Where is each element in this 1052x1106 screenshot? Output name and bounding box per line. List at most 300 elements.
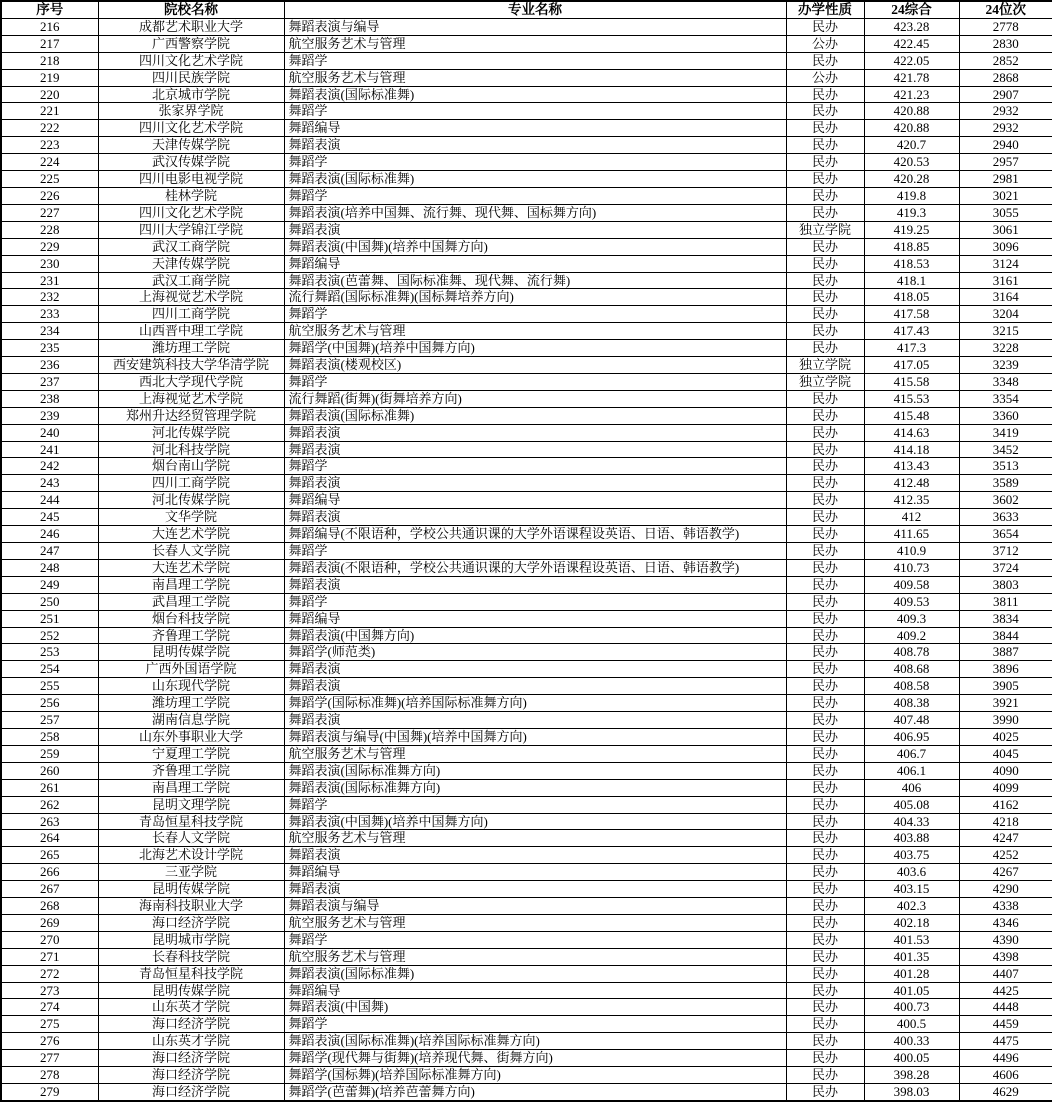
composite-score-cell: 407.48 xyxy=(864,712,959,729)
composite-score-cell: 408.68 xyxy=(864,661,959,678)
major-name-cell: 舞蹈编导 xyxy=(284,982,786,999)
major-name-cell: 舞蹈表演(芭蕾舞、国际标准舞、现代舞、流行舞) xyxy=(284,272,786,289)
row-index-cell: 264 xyxy=(1,830,98,847)
major-name-cell: 舞蹈学(现代舞与街舞)(培养现代舞、街舞方向) xyxy=(284,1050,786,1067)
composite-score-cell: 403.15 xyxy=(864,881,959,898)
rank-cell: 3360 xyxy=(959,407,1052,424)
school-name-cell: 烟台南山学院 xyxy=(98,458,284,475)
row-index-cell: 270 xyxy=(1,931,98,948)
row-index-cell: 216 xyxy=(1,18,98,35)
rank-cell: 4475 xyxy=(959,1033,1052,1050)
major-name-cell: 舞蹈学 xyxy=(284,103,786,120)
school-name-cell: 上海视觉艺术学院 xyxy=(98,390,284,407)
school-name-cell: 武汉传媒学院 xyxy=(98,154,284,171)
school-type-cell: 民办 xyxy=(786,661,864,678)
composite-score-cell: 403.6 xyxy=(864,864,959,881)
composite-score-cell: 417.3 xyxy=(864,340,959,357)
composite-score-cell: 419.3 xyxy=(864,204,959,221)
composite-score-cell: 403.75 xyxy=(864,847,959,864)
school-type-cell: 民办 xyxy=(786,1016,864,1033)
school-name-cell: 南昌理工学院 xyxy=(98,779,284,796)
table-row xyxy=(1,695,1052,712)
school-name-cell: 四川电影电视学院 xyxy=(98,171,284,188)
table-row xyxy=(1,526,1052,543)
major-name-cell: 舞蹈表演与编导 xyxy=(284,898,786,915)
school-name-cell: 青岛恒星科技学院 xyxy=(98,813,284,830)
rank-cell: 4346 xyxy=(959,914,1052,931)
row-index-cell: 265 xyxy=(1,847,98,864)
table-row xyxy=(1,948,1052,965)
table-row xyxy=(1,475,1052,492)
row-index-cell: 221 xyxy=(1,103,98,120)
composite-score-cell: 410.9 xyxy=(864,543,959,560)
school-name-cell: 长春科技学院 xyxy=(98,948,284,965)
rank-cell: 3055 xyxy=(959,204,1052,221)
row-index-cell: 235 xyxy=(1,340,98,357)
row-index-cell: 242 xyxy=(1,458,98,475)
rank-cell: 3844 xyxy=(959,627,1052,644)
school-name-cell: 三亚学院 xyxy=(98,864,284,881)
major-name-cell: 舞蹈表演(国际标准舞) xyxy=(284,86,786,103)
table-row xyxy=(1,712,1052,729)
composite-score-cell: 402.3 xyxy=(864,898,959,915)
composite-score-cell: 401.28 xyxy=(864,965,959,982)
table-row xyxy=(1,238,1052,255)
composite-score-cell: 423.28 xyxy=(864,18,959,35)
school-name-cell: 昆明传媒学院 xyxy=(98,644,284,661)
major-name-cell: 舞蹈学 xyxy=(284,593,786,610)
row-index-cell: 234 xyxy=(1,323,98,340)
school-type-cell: 民办 xyxy=(786,255,864,272)
rank-cell: 4252 xyxy=(959,847,1052,864)
table-row xyxy=(1,357,1052,374)
row-index-cell: 217 xyxy=(1,35,98,52)
major-name-cell: 舞蹈表演 xyxy=(284,424,786,441)
rank-cell: 3096 xyxy=(959,238,1052,255)
major-name-cell: 舞蹈学 xyxy=(284,458,786,475)
composite-score-cell: 420.7 xyxy=(864,137,959,154)
school-type-cell: 民办 xyxy=(786,864,864,881)
table-row xyxy=(1,1084,1052,1101)
composite-score-cell: 405.08 xyxy=(864,796,959,813)
major-name-cell: 舞蹈表演 xyxy=(284,881,786,898)
composite-score-cell: 408.78 xyxy=(864,644,959,661)
rank-cell: 3204 xyxy=(959,306,1052,323)
composite-score-cell: 408.38 xyxy=(864,695,959,712)
school-type-cell: 民办 xyxy=(786,306,864,323)
table-row xyxy=(1,221,1052,238)
major-name-cell: 舞蹈表演(国际标准舞)(培养国际标准舞方向) xyxy=(284,1033,786,1050)
school-type-cell: 民办 xyxy=(786,745,864,762)
row-index-cell: 248 xyxy=(1,559,98,576)
school-name-cell: 武汉工商学院 xyxy=(98,238,284,255)
school-name-cell: 昆明传媒学院 xyxy=(98,881,284,898)
school-type-cell: 民办 xyxy=(786,644,864,661)
major-name-cell: 舞蹈学 xyxy=(284,373,786,390)
row-index-cell: 250 xyxy=(1,593,98,610)
rank-cell: 3921 xyxy=(959,695,1052,712)
table-row xyxy=(1,796,1052,813)
school-type-cell: 民办 xyxy=(786,881,864,898)
composite-score-cell: 422.45 xyxy=(864,35,959,52)
row-index-cell: 262 xyxy=(1,796,98,813)
row-index-cell: 267 xyxy=(1,881,98,898)
rank-cell: 4390 xyxy=(959,931,1052,948)
school-type-cell: 民办 xyxy=(786,898,864,915)
major-name-cell: 舞蹈学 xyxy=(284,187,786,204)
school-type-cell: 民办 xyxy=(786,576,864,593)
school-name-cell: 四川文化艺术学院 xyxy=(98,120,284,137)
school-name-cell: 山西晋中理工学院 xyxy=(98,323,284,340)
row-index-cell: 253 xyxy=(1,644,98,661)
school-type-cell: 民办 xyxy=(786,610,864,627)
school-type-cell: 民办 xyxy=(786,728,864,745)
composite-score-cell: 413.43 xyxy=(864,458,959,475)
school-type-cell: 独立学院 xyxy=(786,373,864,390)
composite-score-cell: 400.33 xyxy=(864,1033,959,1050)
row-index-cell: 254 xyxy=(1,661,98,678)
rank-cell: 3239 xyxy=(959,357,1052,374)
composite-score-cell: 415.58 xyxy=(864,373,959,390)
composite-score-cell: 418.85 xyxy=(864,238,959,255)
school-name-cell: 昆明文理学院 xyxy=(98,796,284,813)
rank-cell: 3228 xyxy=(959,340,1052,357)
school-name-cell: 河北传媒学院 xyxy=(98,492,284,509)
row-index-cell: 227 xyxy=(1,204,98,221)
composite-score-cell: 419.8 xyxy=(864,187,959,204)
row-index-cell: 218 xyxy=(1,52,98,69)
table-row xyxy=(1,35,1052,52)
row-index-cell: 238 xyxy=(1,390,98,407)
major-name-cell: 航空服务艺术与管理 xyxy=(284,948,786,965)
major-name-cell: 舞蹈学(中国舞)(培养中国舞方向) xyxy=(284,340,786,357)
school-type-cell: 民办 xyxy=(786,171,864,188)
composite-score-cell: 400.05 xyxy=(864,1050,959,1067)
row-index-cell: 225 xyxy=(1,171,98,188)
school-type-cell: 民办 xyxy=(786,1067,864,1084)
composite-score-cell: 422.05 xyxy=(864,52,959,69)
composite-score-cell: 398.28 xyxy=(864,1067,959,1084)
table-row xyxy=(1,120,1052,137)
school-type-cell: 民办 xyxy=(786,154,864,171)
school-name-cell: 长春人文学院 xyxy=(98,543,284,560)
school-type-cell: 民办 xyxy=(786,340,864,357)
rank-cell: 3834 xyxy=(959,610,1052,627)
school-name-cell: 广西警察学院 xyxy=(98,35,284,52)
school-type-cell: 民办 xyxy=(786,830,864,847)
composite-score-cell: 418.05 xyxy=(864,289,959,306)
school-name-cell: 山东外事职业大学 xyxy=(98,728,284,745)
table-row xyxy=(1,999,1052,1016)
table-row xyxy=(1,441,1052,458)
school-type-cell: 公办 xyxy=(786,69,864,86)
row-index-cell: 260 xyxy=(1,762,98,779)
school-name-cell: 宁夏理工学院 xyxy=(98,745,284,762)
school-type-cell: 民办 xyxy=(786,762,864,779)
table-row xyxy=(1,914,1052,931)
table-row xyxy=(1,18,1052,35)
school-type-cell: 民办 xyxy=(786,712,864,729)
composite-score-cell: 417.43 xyxy=(864,323,959,340)
school-type-cell: 公办 xyxy=(786,35,864,52)
school-type-cell: 民办 xyxy=(786,779,864,796)
school-name-cell: 海口经济学院 xyxy=(98,1067,284,1084)
rank-cell: 3887 xyxy=(959,644,1052,661)
major-name-cell: 舞蹈学(芭蕾舞)(培养芭蕾舞方向) xyxy=(284,1084,786,1101)
composite-score-cell: 418.53 xyxy=(864,255,959,272)
table-row xyxy=(1,661,1052,678)
school-name-cell: 上海视觉艺术学院 xyxy=(98,289,284,306)
school-type-cell: 民办 xyxy=(786,120,864,137)
major-name-cell: 舞蹈编导 xyxy=(284,492,786,509)
rank-cell: 3354 xyxy=(959,390,1052,407)
header-major: 专业名称 xyxy=(284,1,786,18)
major-name-cell: 舞蹈表演(不限语种，学校公共通识课的大学外语课程设英语、日语、韩语教学) xyxy=(284,559,786,576)
table-row xyxy=(1,779,1052,796)
row-index-cell: 229 xyxy=(1,238,98,255)
major-name-cell: 舞蹈表演(中国舞)(培养中国舞方向) xyxy=(284,238,786,255)
major-name-cell: 舞蹈学(师范类) xyxy=(284,644,786,661)
rank-cell: 2932 xyxy=(959,120,1052,137)
row-index-cell: 239 xyxy=(1,407,98,424)
major-name-cell: 舞蹈表演与编导 xyxy=(284,18,786,35)
rank-cell: 4629 xyxy=(959,1084,1052,1101)
school-name-cell: 南昌理工学院 xyxy=(98,576,284,593)
school-type-cell: 民办 xyxy=(786,695,864,712)
school-type-cell: 民办 xyxy=(786,796,864,813)
rank-cell: 4045 xyxy=(959,745,1052,762)
row-index-cell: 263 xyxy=(1,813,98,830)
row-index-cell: 224 xyxy=(1,154,98,171)
table-row xyxy=(1,559,1052,576)
row-index-cell: 245 xyxy=(1,509,98,526)
major-name-cell: 航空服务艺术与管理 xyxy=(284,323,786,340)
table-row xyxy=(1,931,1052,948)
major-name-cell: 航空服务艺术与管理 xyxy=(284,745,786,762)
row-index-cell: 247 xyxy=(1,543,98,560)
table-row xyxy=(1,593,1052,610)
school-name-cell: 昆明城市学院 xyxy=(98,931,284,948)
table-row xyxy=(1,373,1052,390)
school-type-cell: 民办 xyxy=(786,18,864,35)
row-index-cell: 271 xyxy=(1,948,98,965)
major-name-cell: 舞蹈表演(中国舞)(培养中国舞方向) xyxy=(284,813,786,830)
table-row xyxy=(1,492,1052,509)
table-row xyxy=(1,644,1052,661)
school-name-cell: 北京城市学院 xyxy=(98,86,284,103)
school-type-cell: 民办 xyxy=(786,204,864,221)
table-header xyxy=(1,1,1052,18)
school-name-cell: 武汉工商学院 xyxy=(98,272,284,289)
school-type-cell: 民办 xyxy=(786,982,864,999)
school-type-cell: 民办 xyxy=(786,813,864,830)
major-name-cell: 舞蹈表演 xyxy=(284,441,786,458)
major-name-cell: 舞蹈学 xyxy=(284,543,786,560)
row-index-cell: 272 xyxy=(1,965,98,982)
rank-cell: 3164 xyxy=(959,289,1052,306)
school-type-cell: 民办 xyxy=(786,1050,864,1067)
school-type-cell: 民办 xyxy=(786,965,864,982)
row-index-cell: 275 xyxy=(1,1016,98,1033)
table-body xyxy=(1,18,1052,1101)
major-name-cell: 舞蹈编导 xyxy=(284,610,786,627)
table-row xyxy=(1,171,1052,188)
school-name-cell: 北海艺术设计学院 xyxy=(98,847,284,864)
row-index-cell: 274 xyxy=(1,999,98,1016)
major-name-cell: 舞蹈学 xyxy=(284,1016,786,1033)
composite-score-cell: 412.48 xyxy=(864,475,959,492)
table-row xyxy=(1,543,1052,560)
rank-cell: 2957 xyxy=(959,154,1052,171)
school-name-cell: 山东现代学院 xyxy=(98,678,284,695)
rank-cell: 3513 xyxy=(959,458,1052,475)
major-name-cell: 舞蹈表演(中国舞方向) xyxy=(284,627,786,644)
row-index-cell: 277 xyxy=(1,1050,98,1067)
row-index-cell: 220 xyxy=(1,86,98,103)
school-type-cell: 民办 xyxy=(786,86,864,103)
major-name-cell: 舞蹈表演 xyxy=(284,509,786,526)
table-row xyxy=(1,103,1052,120)
rank-cell: 3896 xyxy=(959,661,1052,678)
school-name-cell: 潍坊理工学院 xyxy=(98,695,284,712)
table-row xyxy=(1,137,1052,154)
table-row xyxy=(1,898,1052,915)
school-type-cell: 民办 xyxy=(786,559,864,576)
rank-cell: 3348 xyxy=(959,373,1052,390)
composite-score-cell: 409.3 xyxy=(864,610,959,627)
school-name-cell: 湖南信息学院 xyxy=(98,712,284,729)
school-name-cell: 昆明传媒学院 xyxy=(98,982,284,999)
school-type-cell: 独立学院 xyxy=(786,357,864,374)
major-name-cell: 舞蹈编导(不限语种，学校公共通识课的大学外语课程设英语、日语、韩语教学) xyxy=(284,526,786,543)
rank-cell: 2940 xyxy=(959,137,1052,154)
header-type: 办学性质 xyxy=(786,1,864,18)
table-row xyxy=(1,678,1052,695)
composite-score-cell: 400.73 xyxy=(864,999,959,1016)
composite-score-cell: 406.7 xyxy=(864,745,959,762)
school-type-cell: 民办 xyxy=(786,475,864,492)
school-type-cell: 民办 xyxy=(786,52,864,69)
school-type-cell: 民办 xyxy=(786,187,864,204)
row-index-cell: 252 xyxy=(1,627,98,644)
rank-cell: 4290 xyxy=(959,881,1052,898)
school-name-cell: 四川民族学院 xyxy=(98,69,284,86)
composite-score-cell: 402.18 xyxy=(864,914,959,931)
rank-cell: 4218 xyxy=(959,813,1052,830)
composite-score-cell: 398.03 xyxy=(864,1084,959,1101)
rank-cell: 4407 xyxy=(959,965,1052,982)
school-type-cell: 民办 xyxy=(786,931,864,948)
row-index-cell: 237 xyxy=(1,373,98,390)
school-type-cell: 民办 xyxy=(786,948,864,965)
table-row xyxy=(1,745,1052,762)
table-row xyxy=(1,272,1052,289)
composite-score-cell: 404.33 xyxy=(864,813,959,830)
row-index-cell: 258 xyxy=(1,728,98,745)
row-index-cell: 219 xyxy=(1,69,98,86)
major-name-cell: 舞蹈学 xyxy=(284,52,786,69)
table-row xyxy=(1,576,1052,593)
school-type-cell: 民办 xyxy=(786,272,864,289)
table-row xyxy=(1,458,1052,475)
row-index-cell: 256 xyxy=(1,695,98,712)
rank-cell: 2830 xyxy=(959,35,1052,52)
rank-cell: 4425 xyxy=(959,982,1052,999)
school-type-cell: 民办 xyxy=(786,492,864,509)
rank-cell: 3021 xyxy=(959,187,1052,204)
school-name-cell: 四川文化艺术学院 xyxy=(98,204,284,221)
composite-score-cell: 406.1 xyxy=(864,762,959,779)
school-name-cell: 齐鲁理工学院 xyxy=(98,762,284,779)
table-row xyxy=(1,627,1052,644)
major-name-cell: 舞蹈表演(培养中国舞、流行舞、现代舞、国标舞方向) xyxy=(284,204,786,221)
school-name-cell: 四川文化艺术学院 xyxy=(98,52,284,69)
major-name-cell: 舞蹈表演 xyxy=(284,678,786,695)
row-index-cell: 236 xyxy=(1,357,98,374)
rank-cell: 3905 xyxy=(959,678,1052,695)
row-index-cell: 243 xyxy=(1,475,98,492)
major-name-cell: 航空服务艺术与管理 xyxy=(284,69,786,86)
school-name-cell: 天津传媒学院 xyxy=(98,137,284,154)
row-index-cell: 244 xyxy=(1,492,98,509)
header-score: 24综合 xyxy=(864,1,959,18)
major-name-cell: 舞蹈表演 xyxy=(284,137,786,154)
table-row xyxy=(1,289,1052,306)
school-type-cell: 民办 xyxy=(786,914,864,931)
school-name-cell: 烟台科技学院 xyxy=(98,610,284,627)
table-row xyxy=(1,1050,1052,1067)
table-row xyxy=(1,204,1052,221)
school-name-cell: 海口经济学院 xyxy=(98,914,284,931)
school-name-cell: 天津传媒学院 xyxy=(98,255,284,272)
school-type-cell: 民办 xyxy=(786,847,864,864)
composite-score-cell: 401.05 xyxy=(864,982,959,999)
rank-cell: 3602 xyxy=(959,492,1052,509)
major-name-cell: 舞蹈表演 xyxy=(284,475,786,492)
rank-cell: 4496 xyxy=(959,1050,1052,1067)
school-name-cell: 大连艺术学院 xyxy=(98,559,284,576)
school-type-cell: 民办 xyxy=(786,289,864,306)
table-row xyxy=(1,306,1052,323)
table-row xyxy=(1,340,1052,357)
school-type-cell: 民办 xyxy=(786,593,864,610)
major-name-cell: 舞蹈学 xyxy=(284,154,786,171)
school-type-cell: 民办 xyxy=(786,103,864,120)
major-name-cell: 舞蹈表演(国际标准舞方向) xyxy=(284,762,786,779)
table-row xyxy=(1,1016,1052,1033)
school-type-cell: 民办 xyxy=(786,678,864,695)
composite-score-cell: 406.95 xyxy=(864,728,959,745)
table-row xyxy=(1,982,1052,999)
table-row xyxy=(1,323,1052,340)
header-school: 院校名称 xyxy=(98,1,284,18)
rank-cell: 3161 xyxy=(959,272,1052,289)
major-name-cell: 流行舞蹈(国际标准舞)(国标舞培养方向) xyxy=(284,289,786,306)
row-index-cell: 228 xyxy=(1,221,98,238)
row-index-cell: 276 xyxy=(1,1033,98,1050)
composite-score-cell: 414.18 xyxy=(864,441,959,458)
rank-cell: 4247 xyxy=(959,830,1052,847)
major-name-cell: 舞蹈表演(中国舞) xyxy=(284,999,786,1016)
school-type-cell: 民办 xyxy=(786,323,864,340)
table-row xyxy=(1,69,1052,86)
major-name-cell: 流行舞蹈(街舞)(街舞培养方向) xyxy=(284,390,786,407)
school-type-cell: 独立学院 xyxy=(786,221,864,238)
table-row xyxy=(1,86,1052,103)
school-name-cell: 桂林学院 xyxy=(98,187,284,204)
school-name-cell: 海口经济学院 xyxy=(98,1084,284,1101)
composite-score-cell: 403.88 xyxy=(864,830,959,847)
